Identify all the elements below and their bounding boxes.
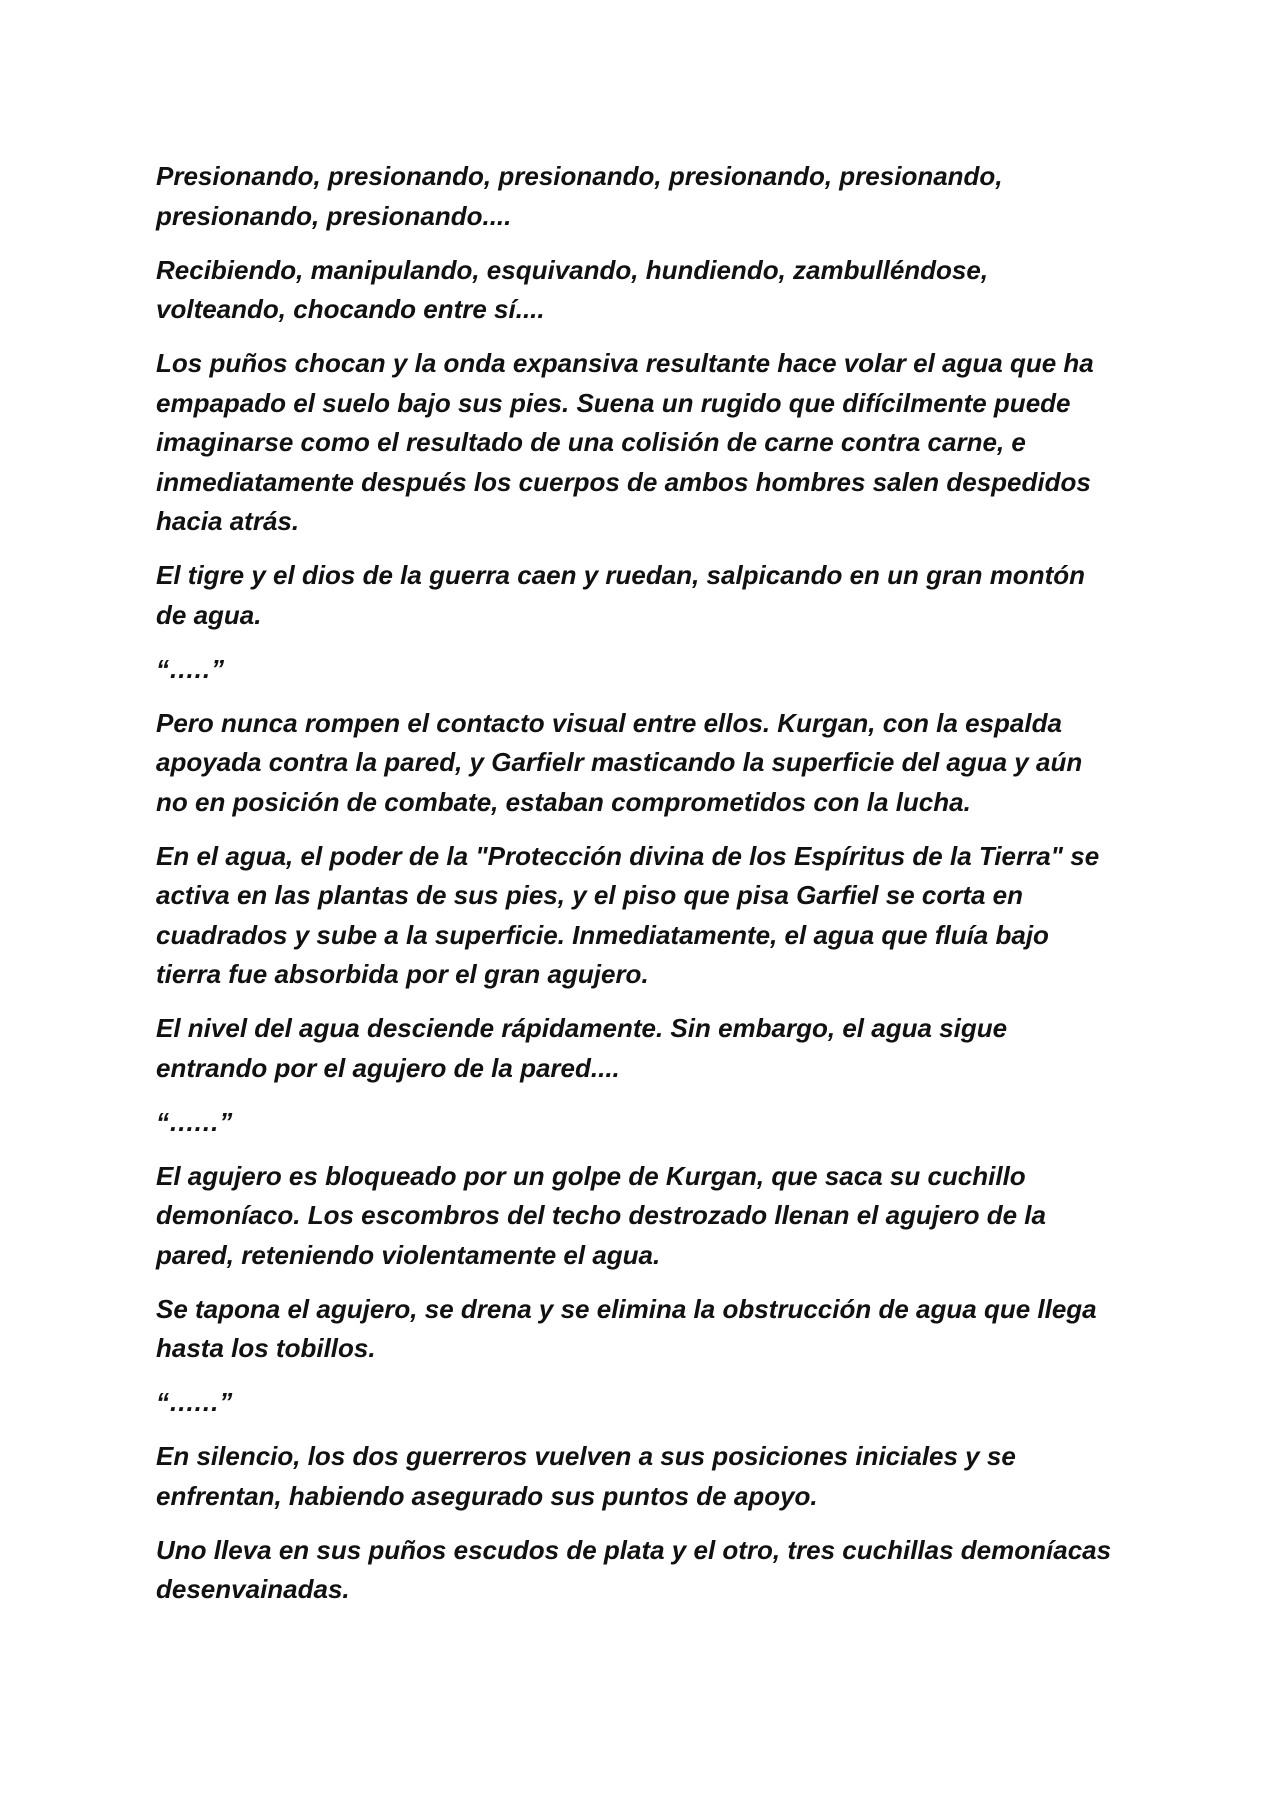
paragraph-2: Recibiendo, manipulando, esquivando, hundiendo, zambulléndose, volteando, chocando entre sí.... (156, 254, 989, 324)
paragraph-6: En el agua, el poder de la "Protección divina de los Espíritus de la Tierra" se activa en las plantas de sus pies, y el piso que pisa Garfiel se corta en cuadrados y sube a la superficie. Inmediatamente, el agua que fluía bajo tierra fue absorbida por el gran agujero. (156, 840, 1100, 989)
paragraph-10: En silencio, los dos guerreros vuelven a sus posiciones iniciales y se enfrentan, habiendo asegurado sus puntos de apoyo. (156, 1441, 1016, 1511)
paragraph-3: Los puños chocan y la onda expansiva resultante hace volar el agua que ha empapado el suelo bajo sus pies. Suena un rugido que difícilmente puede imaginarse como el resultado de una colisión de carne contra carne, e inmediatamente después los cuerpos de ambos hombres salen despedidos hacia atrás. (156, 348, 1094, 536)
dialogue-ellipsis-2: “......” (156, 1106, 234, 1137)
paragraph-5: Pero nunca rompen el contacto visual entre ellos. Kurgan, con la espalda apoyada contra la pared, y Garfielr masticando la superficie del agua y aún no en posición de combate, estaban comprometidos con la lucha. (156, 707, 1083, 817)
paragraph-8: El agujero es bloqueado por un golpe de Kurgan, que saca su cuchillo demoníaco. Los escombros del techo destrozado llenan el agujero de la pared, reteniendo violentamente el agua. (156, 1160, 1046, 1270)
paragraph-4: El tigre y el dios de la guerra caen y ruedan, salpicando en un gran montón de agua. (156, 560, 1085, 630)
dialogue-ellipsis-3: “......” (156, 1387, 234, 1417)
document-body (156, 157, 1116, 1624)
paragraph-9: Se tapona el agujero, se drena y se elimina la obstrucción de agua que llega hasta los tobillos. (156, 1293, 1097, 1363)
paragraph-1: Presionando, presionando, presionando, presionando, presionando, presionando, presionando.... (156, 161, 1003, 231)
dialogue-ellipsis-1: “.....” (156, 653, 226, 684)
paragraph-7: El nivel del agua desciende rápidamente. Sin embargo, el agua sigue entrando por el agujero de la pared.... (156, 1013, 1008, 1083)
paragraph-11: Uno lleva en sus puños escudos de plata y el otro, tres cuchillas demoníacas desenvainadas. (156, 1534, 1112, 1604)
